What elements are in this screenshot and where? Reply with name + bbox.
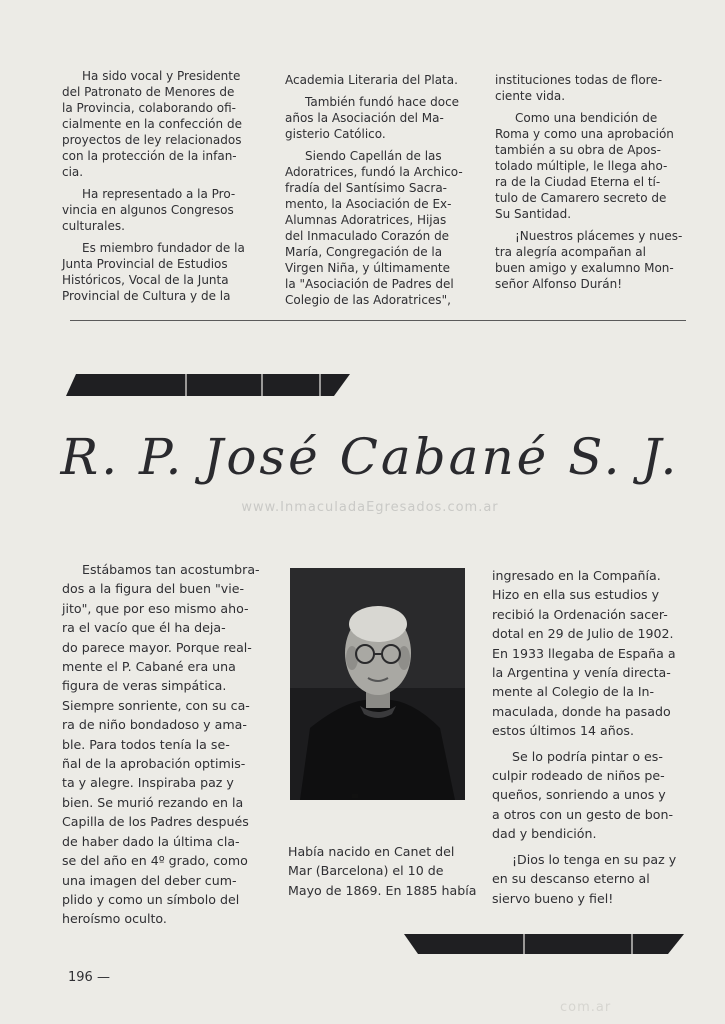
page-number: 196 — (68, 970, 110, 985)
text-line: ¡Nuestros plácemes y nues- (515, 229, 683, 243)
text-line: Mar (Barcelona) el 10 de (288, 863, 444, 879)
text-line: siervo bueno y fiel! (492, 890, 614, 906)
text-line: queños, sonriendo a unos y (492, 787, 666, 803)
text-line: dotal en 29 de Julio de 1902. (492, 626, 674, 642)
text-line: tolado múltiple, le llega aho- (495, 159, 668, 173)
paragraph (288, 842, 478, 900)
paragraph (492, 747, 688, 844)
text-line: ñal de la aprobación optimis- (62, 756, 246, 772)
text-line: la Provincia, colaborando ofi- (62, 101, 236, 115)
text-line: estos últimos 14 años. (492, 723, 634, 739)
portrait-photo (290, 568, 465, 800)
text-line: con la protección de la infan- (62, 149, 237, 163)
text-line: Ha sido vocal y Presidente (82, 69, 241, 83)
text-line: instituciones todas de flore- (495, 73, 663, 87)
portrait-photo-icon (290, 568, 465, 800)
text-line: Mayo de 1869. En 1885 había (288, 882, 477, 898)
text-line: cialmente en la confección de (62, 117, 242, 131)
text-line: Hizo en ella sus estudios y (492, 587, 660, 603)
text-line: proyectos de ley relacionados (62, 133, 242, 147)
text-line: la Argentina y venía directa- (492, 665, 671, 681)
text-line: Colegio de las Adoratrices", (285, 293, 451, 307)
text-line: recibió la Ordenación sacer- (492, 606, 668, 622)
text-line: ble. Para todos tenía la se- (62, 736, 230, 752)
top-column-1 (62, 68, 264, 304)
text-line: También fundó hace doce (305, 95, 460, 109)
top-column-2 (285, 72, 477, 308)
paragraph (285, 148, 477, 308)
text-line: dos a la figura del buen "vie- (62, 581, 245, 597)
text-line: mento, la Asociación de Ex- (285, 197, 452, 211)
paragraph (62, 240, 264, 304)
text-line: Academia Literaria del Plata. (285, 73, 458, 87)
text-line: Provincial de Cultura y de la (62, 289, 231, 303)
paragraph (495, 228, 691, 292)
text-line: en su descanso eterno al (492, 871, 650, 887)
paragraph (62, 560, 262, 929)
text-line: ingresado en la Compañía. (492, 568, 661, 583)
text-line: gisterio Católico. (285, 127, 386, 141)
text-line: tra alegría acompañan al (495, 245, 646, 259)
text-line: se del año en 4º grado, como (62, 853, 248, 869)
banner-bar (404, 934, 684, 954)
text-line: ta y alegre. Inspiraba paz y (62, 775, 234, 791)
article-column-3 (492, 566, 688, 908)
text-line: señor Alfonso Durán! (495, 277, 623, 291)
text-line: Había nacido en Canet del (288, 844, 455, 859)
text-line: heroísmo oculto. (62, 911, 167, 927)
text-line: María, Congregación de la (285, 245, 443, 259)
text-line: Es miembro fundador de la (82, 241, 245, 255)
text-line: Siempre sonriente, con su ca- (62, 697, 250, 713)
text-line: de haber dado la última cla- (62, 833, 240, 849)
watermark-text: www.InmaculadaEgresados.com.ar (241, 500, 499, 515)
paragraph (62, 186, 264, 234)
paragraph (285, 94, 477, 142)
text-line: Estábamos tan acostumbra- (82, 562, 260, 577)
text-line: dad y bendición. (492, 826, 597, 842)
watermark-corner-text: com.ar (560, 1000, 612, 1015)
section-divider-rule (70, 320, 686, 321)
text-line: Adoratrices, fundó la Archico- (285, 165, 463, 179)
text-line: Siendo Capellán de las (305, 149, 442, 163)
text-line: Roma y como una aprobación (495, 127, 674, 141)
text-line: maculada, donde ha pasado (492, 703, 671, 719)
text-line: a otros con un gesto de bon- (492, 806, 674, 822)
decorative-banner-bottom (404, 934, 684, 954)
text-line: buen amigo y exalumno Mon- (495, 261, 674, 275)
text-line: Históricos, Vocal de la Junta (62, 273, 229, 287)
decorative-banner-top (66, 374, 350, 396)
text-line: ra de la Ciudad Eterna el tí- (495, 175, 661, 189)
text-line: ciente vida. (495, 89, 566, 103)
top-column-3 (495, 72, 691, 292)
paragraph (62, 68, 264, 180)
text-line: del Patronato de Menores de (62, 85, 235, 99)
paragraph (495, 110, 691, 222)
banner-bar (66, 374, 350, 396)
paragraph (492, 850, 688, 908)
text-line: En 1933 llegaba de España a (492, 645, 676, 661)
text-line: Junta Provincial de Estudios (62, 257, 228, 271)
paragraph (285, 72, 477, 88)
article-column-2 (288, 842, 478, 900)
text-line: figura de veras simpática. (62, 678, 227, 694)
text-line: culturales. (62, 219, 125, 233)
text-line: vincia en algunos Congresos (62, 203, 234, 217)
article-column-1 (62, 560, 262, 929)
paragraph (492, 566, 688, 741)
text-line: la "Asociación de Padres del (285, 277, 454, 291)
text-line: Virgen Niña, y últimamente (285, 261, 451, 275)
text-line: del Inmaculado Corazón de (285, 229, 450, 243)
text-line: fradía del Santísimo Sacra- (285, 181, 448, 195)
text-line: tulo de Camarero secreto de (495, 191, 667, 205)
text-line: plido y como un símbolo del (62, 891, 240, 907)
text-line: ra el vacío que él ha deja- (62, 620, 226, 636)
text-line: jito", que por eso mismo aho- (62, 600, 249, 616)
paragraph (495, 72, 691, 104)
text-line: años la Asociación del Ma- (285, 111, 444, 125)
text-line: ra de niño bondadoso y ama- (62, 717, 247, 733)
text-line: ¡Dios lo tenga en su paz y (512, 851, 677, 867)
text-line: bien. Se murió rezando en la (62, 794, 244, 810)
text-line: Como una bendición de (515, 111, 658, 125)
text-line: Su Santidad. (495, 207, 572, 221)
text-line: do parece mayor. Porque real- (62, 639, 252, 655)
text-line: mente el P. Cabané era una (62, 659, 236, 675)
text-line: Alumnas Adoratrices, Hijas (285, 213, 447, 227)
text-line: Capilla de los Padres después (62, 814, 249, 830)
text-line: también a su obra de Apos- (495, 143, 661, 157)
text-line: Se lo podría pintar o es- (512, 748, 663, 764)
text-line: culpir rodeado de niños pe- (492, 768, 665, 784)
text-line: cia. (62, 165, 84, 179)
text-line: una imagen del deber cum- (62, 872, 237, 888)
article-title: R. P. José Cabané S. J. (60, 428, 680, 486)
text-line: mente al Colegio de la In- (492, 684, 655, 700)
text-line: Ha representado a la Pro- (82, 187, 236, 201)
